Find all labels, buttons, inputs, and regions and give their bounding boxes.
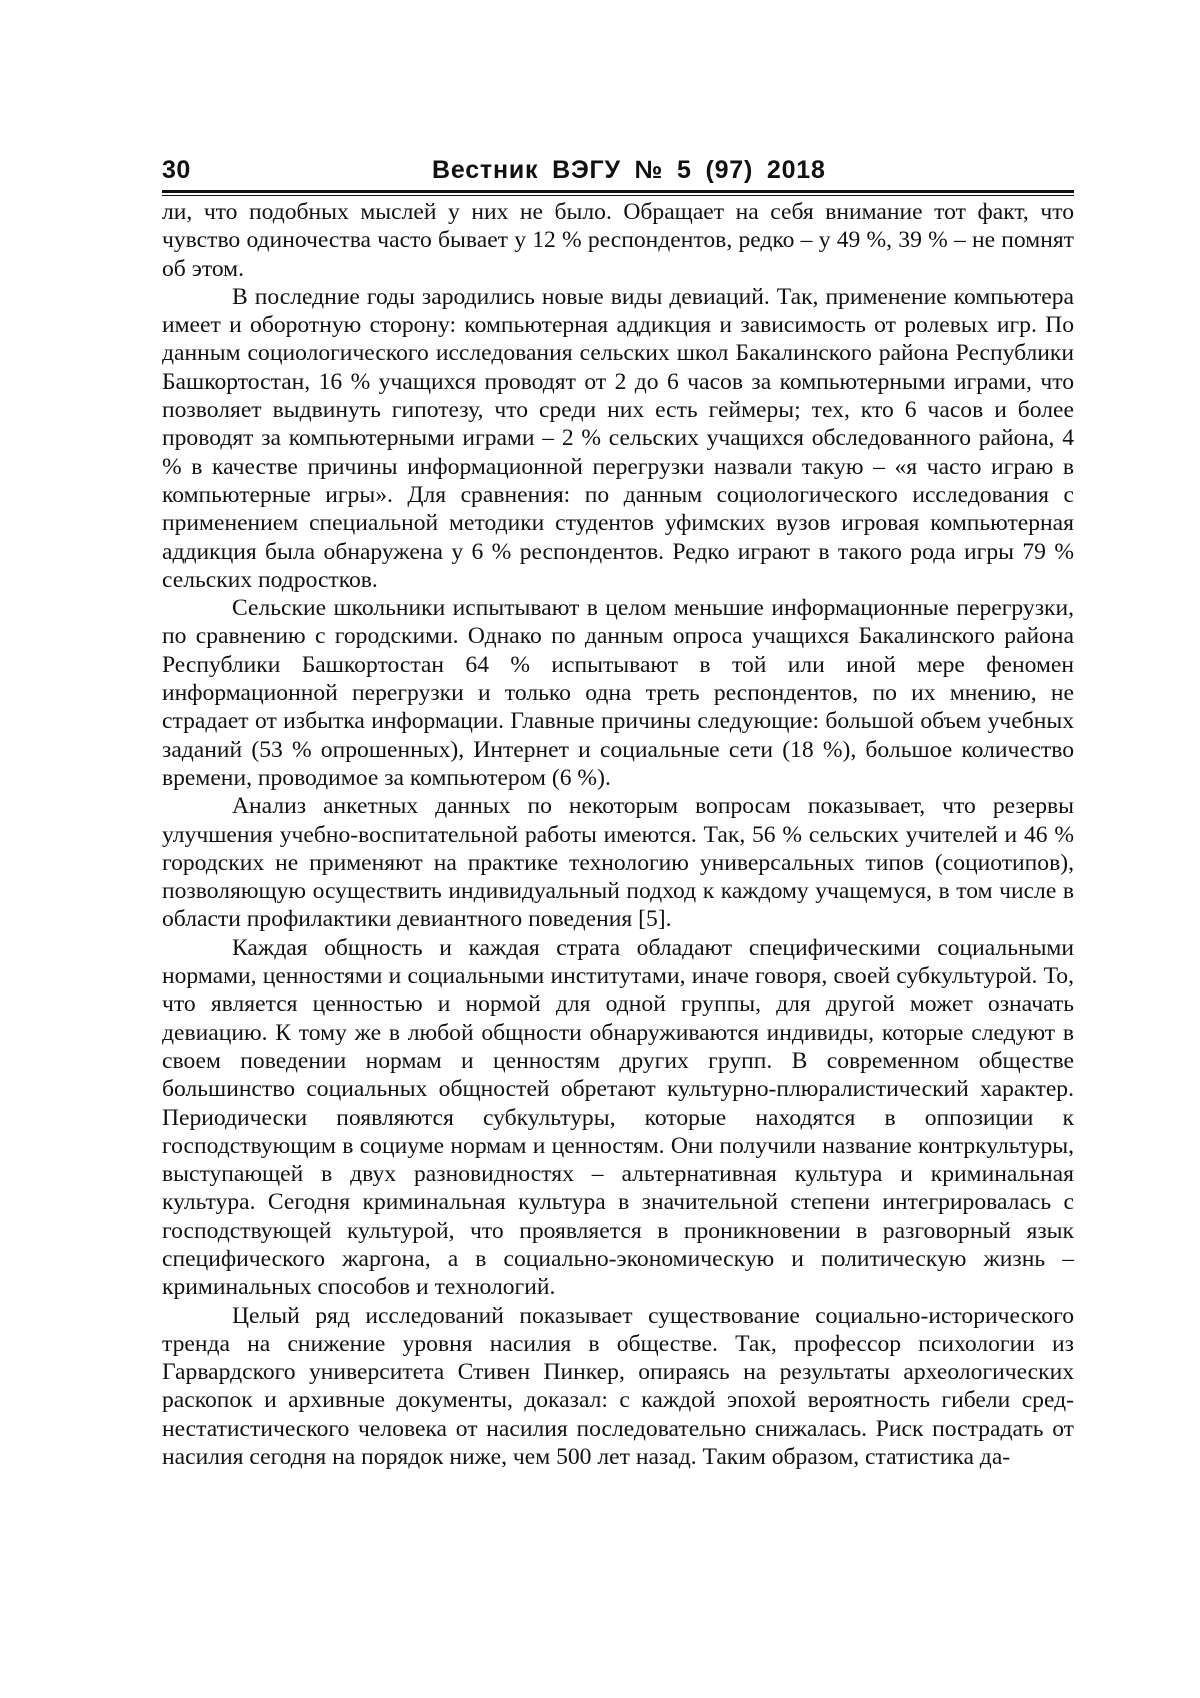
- paragraph-2: В последние годы зародились новые виды девиаций. Так, применение компьютера имеет и оборотную сторону: компьютерная аддикция и зависимость от ролевых игр. По данным социологического исследования сельских школ Бакалинского района Республики Башкортостан, 16 % учащихся проводят от 2 до 6 часов за компьютерными играми, что позволяет выдвинуть гипотезу, что среди них есть геймеры; тех, кто 6 часов и более проводят за компьютерными играми – 2 % сельских учащихся обследованного района, 4 % в качестве причины информационной перегрузки назвали такую – «я часто играю в компьютерные игры». Для сравнения: по данным социологического исследования с применением специальной методики студентов уфимских вузов игровая компьютерная аддикция была обнаружена у 6 % респондентов. Редко играют в такого рода игры 79 % сельских подростков.: [162, 283, 1074, 593]
- paragraph-4: Анализ анкетных данных по некоторым вопросам показывает, что резервы улучшения учебно-воспитательной работы имеются. Так, 56 % сельских учителей и 46 % городских не применяют на практике технологию универсальных типов (социотипов), позволяющую осуществить индивидуальный подход к каждому учащемуся, в том числе в области профилактики девиантного поведения [5].: [162, 793, 1074, 933]
- running-header: [162, 150, 1074, 190]
- paragraph-6: Целый ряд исследований показывает существование социально-исторического тренда на снижение уровня насилия в обществе. Так, профессор психологии из Гарвардского университета Стивен Пинкер, опираясь на результаты археологических раскопок и архивные документы, доказал: с каждой эпохой вероятность гибели среднестатистического человека от насилия последовательно снижалась. Риск пострадать от насилия сегодня на порядок ниже, чем 500 лет назад. Таким образом, статистика да-: [162, 1302, 1074, 1471]
- paragraph-1: ли, что подобных мыслей у них не было. Обращает на себя внимание тот факт, что чувство одиночества часто бывает у 12 % респондентов, редко – у 49 %, 39 % – не помнят об этом.: [162, 199, 1074, 282]
- header-rule-thick: [162, 190, 1074, 193]
- page-number: 30: [162, 156, 191, 184]
- paragraph-3: Сельские школьники испытывают в целом меньшие информационные перегрузки, по сравнению с городскими. Однако по данным опроса учащихся Бакалинского района Республики Башкортостан 64 % испытывают в той или иной мере феномен информационной перегрузки и только одна треть респондентов, по их мнению, не страдает от избытка информации. Главные причины следующие: большой объем учебных заданий (53 % опрошенных), Интернет и социальные сети (18 %), большое количество времени, проводимое за компьютером (6 %).: [162, 595, 1074, 791]
- article-body: [162, 198, 1074, 1471]
- journal-title: Вестник ВЭГУ № 5 (97) 2018: [432, 156, 826, 184]
- header-rule-thin: [162, 195, 1074, 196]
- journal-page: [162, 150, 1074, 1471]
- paragraph-5: Каждая общность и каждая страта обладают специфическими социальными нормами, ценностями и социальными институтами, иначе говоря, своей субкультурой. То, что является ценностью и нормой для одной группы, для другой может означать девиацию. К тому же в любой общности обнаруживаются индивиды, которые следуют в своем поведении нормам и ценностям других групп. В современном обществе большинство социальных общностей обретают культурно-плюралистический характер. Периодически появляются субкультуры, которые находятся в оппозиции к господствующим в социуме нормам и ценностям. Они получили название контркультуры, выступающей в двух разновидностях – альтернативная культура и криминальная культура. Сегодня криминальная культура в значительной степени интегрировалась с господствующей культурой, что проявляется в проникновении в разговорный язык специфического жаргона, а в социально-экономическую и политическую жизнь – криминальных способов и технологий.: [162, 934, 1074, 1301]
